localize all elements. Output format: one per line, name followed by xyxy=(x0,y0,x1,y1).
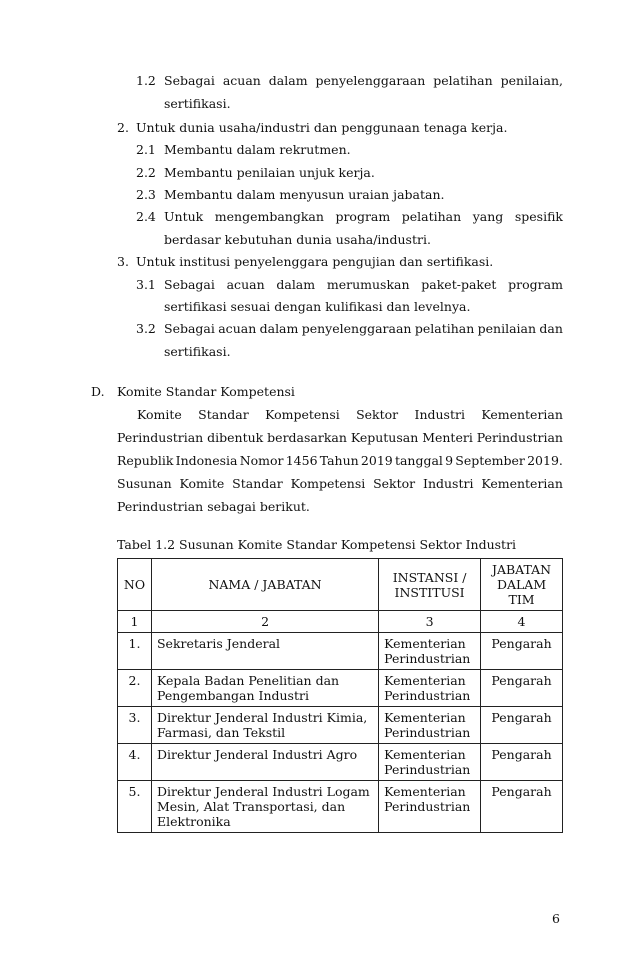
cell-instansi: Kementerian Perindustrian xyxy=(379,707,481,744)
list-num-2-2: 2.2 xyxy=(136,165,156,180)
word: acuan xyxy=(218,321,257,336)
word: Republik xyxy=(117,453,174,468)
cell-jabatan: Pengarah xyxy=(481,781,563,833)
index-cell: 2 xyxy=(151,611,378,633)
word: penilaian, xyxy=(500,73,563,88)
table-caption: Tabel 1.2 Susunan Komite Standar Kompetensi Sektor Industri xyxy=(117,537,517,552)
list-num-2: 2. xyxy=(117,120,129,135)
cell-instansi: Kementerian Perindustrian xyxy=(379,633,481,670)
list-cont-3-1: sertifikasi sesuai dengan kulifikasi dan levelnya. xyxy=(164,299,471,314)
cell-no: 4. xyxy=(118,744,152,781)
index-cell: 3 xyxy=(379,611,481,633)
cell-instansi: Kementerian Perindustrian xyxy=(379,744,481,781)
header-jabatan: JABATAN DALAM TIM xyxy=(481,559,563,611)
list-num-2-1: 2.1 xyxy=(136,142,156,157)
table-row xyxy=(118,781,563,833)
word: Sebagai xyxy=(164,73,215,88)
word: Indonesia xyxy=(175,453,238,468)
cell-nama: Direktur Jenderal Industri Agro xyxy=(151,744,378,781)
table-row xyxy=(118,633,563,670)
list-num-2-3: 2.3 xyxy=(136,187,156,202)
list-cont-1-2: sertifikasi. xyxy=(164,96,231,111)
list-num-2-4: 2.4 xyxy=(136,209,156,224)
word: pelatihan xyxy=(414,321,475,336)
list-num-1-2: 1.2 xyxy=(136,73,156,88)
cell-instansi: Kementerian Perindustrian xyxy=(379,781,481,833)
word: tanggal xyxy=(394,453,443,468)
list-text-2: Untuk dunia usaha/industri dan penggunaan tenaga kerja. xyxy=(136,120,508,135)
cell-nama: Direktur Jenderal Industri Logam Mesin, Alat Transportasi, dan Elektronika xyxy=(151,781,378,833)
table-index-row xyxy=(118,611,563,633)
index-cell: 4 xyxy=(481,611,563,633)
word: Keputusan xyxy=(350,430,419,445)
cell-no: 3. xyxy=(118,707,152,744)
word: Sektor xyxy=(373,476,416,491)
word: pelatihan xyxy=(401,209,462,224)
list-num-3-2: 3.2 xyxy=(136,321,156,336)
cell-nama: Kepala Badan Penelitian dan Pengembangan Industri xyxy=(151,670,378,707)
cell-instansi: Kementerian Perindustrian xyxy=(379,670,481,707)
word: Sebagai xyxy=(164,321,215,336)
paragraph-line-2 xyxy=(117,430,563,446)
paragraph-line-1 xyxy=(137,407,563,423)
word: September xyxy=(455,453,525,468)
word: Komite xyxy=(179,476,225,491)
word: 1456 xyxy=(285,453,318,468)
word: Nomor xyxy=(239,453,284,468)
list-text-2-1: Membantu dalam rekrutmen. xyxy=(164,142,351,157)
cell-no: 1. xyxy=(118,633,152,670)
cell-jabatan: Pengarah xyxy=(481,633,563,670)
list-cont-2-4: berdasar kebutuhan dunia usaha/industri. xyxy=(164,232,431,247)
word: Komite xyxy=(137,407,182,422)
word: penyelenggaraan xyxy=(315,73,426,88)
word: dalam xyxy=(259,321,299,336)
paragraph-line-5: Perindustrian sebagai berikut. xyxy=(117,499,310,514)
cell-jabatan: Pengarah xyxy=(481,744,563,781)
section-heading: Komite Standar Kompetensi xyxy=(117,384,295,399)
word: Kementerian xyxy=(481,476,563,491)
cell-jabatan: Pengarah xyxy=(481,670,563,707)
list-cont-3-2: sertifikasi. xyxy=(164,344,231,359)
paragraph-line-4 xyxy=(117,476,563,492)
list-num-3: 3. xyxy=(117,254,129,269)
word: Menteri xyxy=(422,430,473,445)
section-letter: D. xyxy=(91,384,105,399)
word: Perindustrian xyxy=(476,430,563,445)
list-text-3: Untuk institusi penyelenggara pengujian dan sertifikasi. xyxy=(136,254,494,269)
word: berdasarkan xyxy=(267,430,347,445)
word: acuan xyxy=(222,73,261,88)
word: pelatihan xyxy=(433,73,493,88)
word: penyelenggaraan xyxy=(301,321,412,336)
page-number: 6 xyxy=(552,911,560,926)
word: spesifik xyxy=(514,209,563,224)
list-text-3-1 xyxy=(164,277,563,293)
word: merumuskan xyxy=(326,277,410,292)
cell-jabatan: Pengarah xyxy=(481,707,563,744)
list-text-2-3: Membantu dalam menyusun uraian jabatan. xyxy=(164,187,445,202)
word: mengembangkan xyxy=(214,209,324,224)
header-nama: NAMA / JABATAN xyxy=(151,559,378,611)
list-text-1-2 xyxy=(164,73,563,89)
list-text-2-4 xyxy=(164,209,563,225)
word: yang xyxy=(472,209,504,224)
cell-nama: Sekretaris Jenderal xyxy=(151,633,378,670)
list-num-3-1: 3.1 xyxy=(136,277,156,292)
word: program xyxy=(335,209,391,224)
table-row xyxy=(118,670,563,707)
index-cell: 1 xyxy=(118,611,152,633)
word: dibentuk xyxy=(207,430,264,445)
table-header-row xyxy=(118,559,563,611)
word: Sebagai xyxy=(164,277,215,292)
word: acuan xyxy=(226,277,265,292)
word: Kementerian xyxy=(481,407,563,422)
header-no: NO xyxy=(118,559,152,611)
word: dan xyxy=(539,321,563,336)
word: Untuk xyxy=(164,209,204,224)
word: Perindustrian xyxy=(117,430,204,445)
header-instansi: INSTANSI / INSTITUSI xyxy=(379,559,481,611)
word: Industri xyxy=(414,407,465,422)
table-row xyxy=(118,707,563,744)
cell-no: 2. xyxy=(118,670,152,707)
word: dalam xyxy=(276,277,316,292)
list-text-3-2 xyxy=(164,321,563,337)
word: program xyxy=(508,277,563,292)
word: Industri xyxy=(423,476,474,491)
word: Susunan xyxy=(117,476,172,491)
word: Kompetensi xyxy=(265,407,340,422)
word: Kompetensi xyxy=(290,476,366,491)
paragraph-line-3 xyxy=(117,453,563,469)
word: 2019. xyxy=(527,453,563,468)
word: 9 xyxy=(445,453,454,468)
table-row xyxy=(118,744,563,781)
word: 2019 xyxy=(360,453,393,468)
komite-table xyxy=(117,558,563,833)
cell-nama: Direktur Jenderal Industri Kimia, Farmasi, dan Tekstil xyxy=(151,707,378,744)
word: paket-paket xyxy=(421,277,497,292)
word: Tahun xyxy=(319,453,359,468)
list-text-2-2: Membantu penilaian unjuk kerja. xyxy=(164,165,375,180)
word: dalam xyxy=(268,73,308,88)
cell-no: 5. xyxy=(118,781,152,833)
word: penilaian xyxy=(477,321,537,336)
word: Standar xyxy=(232,476,283,491)
word: Standar xyxy=(198,407,249,422)
word: Sektor xyxy=(356,407,399,422)
